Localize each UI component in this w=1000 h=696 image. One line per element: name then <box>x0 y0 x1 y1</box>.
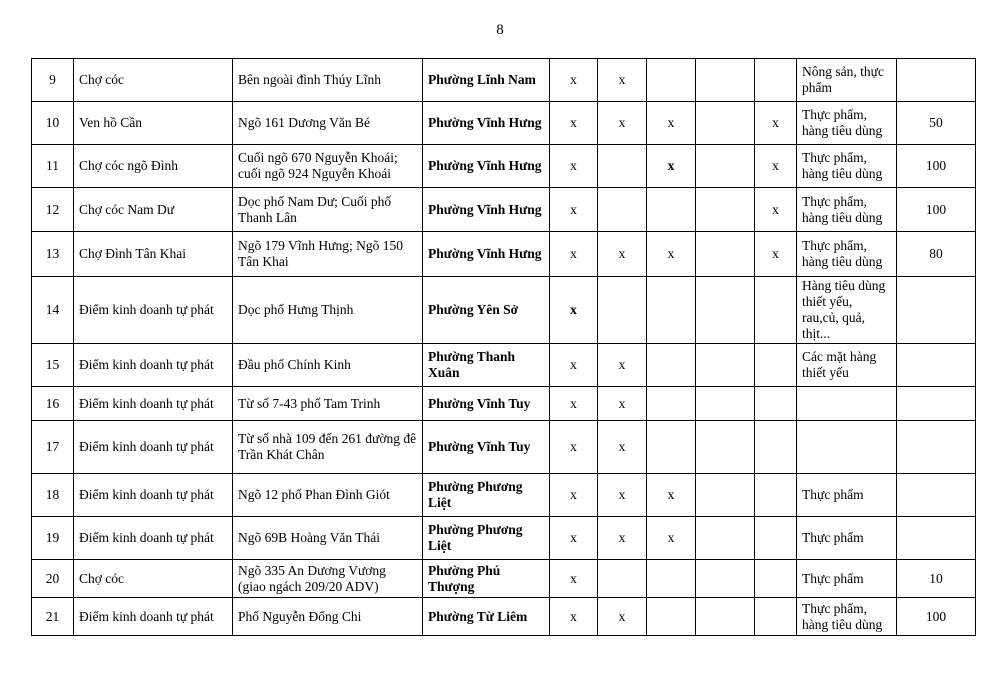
row-number: 19 <box>32 517 74 560</box>
capacity-value: 100 <box>897 145 976 188</box>
goods-type <box>797 387 897 421</box>
row-number: 16 <box>32 387 74 421</box>
market-name: Điểm kinh doanh tự phát <box>74 598 233 636</box>
mark-cell <box>696 277 755 344</box>
capacity-value <box>897 344 976 387</box>
goods-type: Thực phẩm <box>797 474 897 517</box>
table-row <box>32 474 976 517</box>
mark-cell <box>755 598 797 636</box>
row-number: 17 <box>32 421 74 474</box>
row-number: 13 <box>32 232 74 277</box>
goods-type: Thực phẩm <box>797 517 897 560</box>
table-row <box>32 59 976 102</box>
mark-cell <box>755 517 797 560</box>
mark-cell <box>696 232 755 277</box>
ward-name: Phường Lĩnh Nam <box>423 59 550 102</box>
mark-cell <box>598 145 647 188</box>
mark-cell <box>755 59 797 102</box>
capacity-value: 50 <box>897 102 976 145</box>
goods-type: Nông sản, thực phẩm <box>797 59 897 102</box>
mark-cell <box>696 598 755 636</box>
mark-cell <box>647 277 696 344</box>
mark-cell: x <box>550 188 598 232</box>
ward-name: Phường Vĩnh Hưng <box>423 145 550 188</box>
market-name: Điểm kinh doanh tự phát <box>74 387 233 421</box>
goods-type <box>797 421 897 474</box>
market-name: Ven hồ Cần <box>74 102 233 145</box>
mark-cell: x <box>550 277 598 344</box>
mark-cell <box>647 421 696 474</box>
ward-name: Phường Từ Liêm <box>423 598 550 636</box>
row-number: 10 <box>32 102 74 145</box>
mark-cell: x <box>755 232 797 277</box>
capacity-value <box>897 277 976 344</box>
table-row <box>32 517 976 560</box>
mark-cell: x <box>598 421 647 474</box>
mark-cell <box>696 102 755 145</box>
goods-type: Thực phẩm, hàng tiêu dùng <box>797 102 897 145</box>
goods-type: Thực phẩm, hàng tiêu dùng <box>797 598 897 636</box>
mark-cell: x <box>647 232 696 277</box>
ward-name: Phường Phương Liệt <box>423 517 550 560</box>
market-name: Chợ cóc ngõ Đình <box>74 145 233 188</box>
row-number: 21 <box>32 598 74 636</box>
mark-cell: x <box>598 474 647 517</box>
ward-name: Phường Yên Sở <box>423 277 550 344</box>
market-name: Điểm kinh doanh tự phát <box>74 474 233 517</box>
capacity-value: 100 <box>897 598 976 636</box>
mark-cell <box>696 387 755 421</box>
mark-cell: x <box>598 387 647 421</box>
ward-name: Phường Vĩnh Hưng <box>423 188 550 232</box>
table-row <box>32 598 976 636</box>
mark-cell <box>755 474 797 517</box>
mark-cell <box>647 387 696 421</box>
table-row <box>32 560 976 598</box>
mark-cell: x <box>550 474 598 517</box>
mark-cell <box>755 344 797 387</box>
mark-cell <box>647 598 696 636</box>
mark-cell: x <box>598 59 647 102</box>
mark-cell <box>647 344 696 387</box>
market-address: Phố Nguyễn Đổng Chi <box>233 598 423 636</box>
mark-cell: x <box>550 387 598 421</box>
market-address: Ngõ 179 Vĩnh Hưng; Ngõ 150 Tân Khai <box>233 232 423 277</box>
market-name: Điểm kinh doanh tự phát <box>74 344 233 387</box>
mark-cell <box>647 59 696 102</box>
ward-name: Phường Vĩnh Tuy <box>423 421 550 474</box>
ward-name: Phường Phú Thượng <box>423 560 550 598</box>
mark-cell: x <box>550 102 598 145</box>
market-address: Dọc phố Hưng Thịnh <box>233 277 423 344</box>
goods-type: Hàng tiêu dùng thiết yếu, rau,củ, quả, thịt... <box>797 277 897 344</box>
row-number: 18 <box>32 474 74 517</box>
market-name: Chợ cóc Nam Dư <box>74 188 233 232</box>
market-address: Ngõ 69B Hoàng Văn Thái <box>233 517 423 560</box>
mark-cell <box>598 277 647 344</box>
capacity-value <box>897 421 976 474</box>
row-number: 12 <box>32 188 74 232</box>
market-name: Điểm kinh doanh tự phát <box>74 517 233 560</box>
market-table <box>31 58 976 636</box>
mark-cell <box>696 59 755 102</box>
page-number: 8 <box>496 22 504 38</box>
market-address: Bên ngoài đình Thúy Lĩnh <box>233 59 423 102</box>
table-row <box>32 145 976 188</box>
table-row <box>32 232 976 277</box>
mark-cell <box>755 387 797 421</box>
capacity-value <box>897 474 976 517</box>
goods-type: Thực phẩm, hàng tiêu dùng <box>797 188 897 232</box>
row-number: 14 <box>32 277 74 344</box>
mark-cell <box>696 560 755 598</box>
market-address: Đầu phố Chính Kinh <box>233 344 423 387</box>
goods-type: Thực phẩm, hàng tiêu dùng <box>797 232 897 277</box>
table-row <box>32 188 976 232</box>
ward-name: Phường Vĩnh Hưng <box>423 232 550 277</box>
mark-cell <box>647 560 696 598</box>
market-address: Ngõ 335 An Dương Vương (giao ngách 209/20 ADV) <box>233 560 423 598</box>
mark-cell: x <box>550 145 598 188</box>
market-address: Ngõ 161 Dương Văn Bé <box>233 102 423 145</box>
capacity-value: 10 <box>897 560 976 598</box>
ward-name: Phường Thanh Xuân <box>423 344 550 387</box>
mark-cell <box>696 145 755 188</box>
row-number: 9 <box>32 59 74 102</box>
mark-cell: x <box>550 232 598 277</box>
capacity-value: 80 <box>897 232 976 277</box>
mark-cell: x <box>598 598 647 636</box>
table-row <box>32 277 976 344</box>
ward-name: Phường Vĩnh Tuy <box>423 387 550 421</box>
mark-cell <box>755 560 797 598</box>
mark-cell: x <box>550 59 598 102</box>
market-address: Ngõ 12 phố Phan Đình Giót <box>233 474 423 517</box>
ward-name: Phường Phương Liệt <box>423 474 550 517</box>
mark-cell <box>696 517 755 560</box>
mark-cell: x <box>755 145 797 188</box>
table-row <box>32 387 976 421</box>
row-number: 11 <box>32 145 74 188</box>
capacity-value <box>897 387 976 421</box>
mark-cell: x <box>550 421 598 474</box>
market-address: Từ số nhà 109 đến 261 đường đê Trần Khát Chân <box>233 421 423 474</box>
mark-cell <box>696 344 755 387</box>
mark-cell: x <box>647 517 696 560</box>
mark-cell <box>755 421 797 474</box>
market-name: Chợ Đình Tân Khai <box>74 232 233 277</box>
mark-cell <box>696 188 755 232</box>
mark-cell: x <box>598 344 647 387</box>
row-number: 20 <box>32 560 74 598</box>
mark-cell: x <box>647 474 696 517</box>
mark-cell <box>696 474 755 517</box>
mark-cell <box>598 560 647 598</box>
market-address: Từ số 7-43 phố Tam Trinh <box>233 387 423 421</box>
mark-cell <box>647 188 696 232</box>
mark-cell: x <box>755 102 797 145</box>
mark-cell: x <box>550 517 598 560</box>
market-address: Cuối ngõ 670 Nguyễn Khoái; cuối ngõ 924 Nguyễn Khoái <box>233 145 423 188</box>
market-name: Chợ cóc <box>74 59 233 102</box>
market-address: Dọc phố Nam Dư; Cuối phố Thanh Lân <box>233 188 423 232</box>
mark-cell: x <box>598 232 647 277</box>
capacity-value <box>897 59 976 102</box>
row-number: 15 <box>32 344 74 387</box>
table-row <box>32 344 976 387</box>
mark-cell: x <box>647 102 696 145</box>
mark-cell: x <box>755 188 797 232</box>
mark-cell: x <box>598 102 647 145</box>
mark-cell: x <box>550 560 598 598</box>
capacity-value: 100 <box>897 188 976 232</box>
goods-type: Các mặt hàng thiết yếu <box>797 344 897 387</box>
market-name: Chợ cóc <box>74 560 233 598</box>
market-name: Điểm kinh doanh tự phát <box>74 421 233 474</box>
mark-cell: x <box>550 344 598 387</box>
mark-cell: x <box>550 598 598 636</box>
market-name: Điểm kinh doanh tự phát <box>74 277 233 344</box>
goods-type: Thực phẩm <box>797 560 897 598</box>
mark-cell <box>598 188 647 232</box>
table-row <box>32 421 976 474</box>
mark-cell <box>696 421 755 474</box>
mark-cell: x <box>598 517 647 560</box>
goods-type: Thực phẩm, hàng tiêu dùng <box>797 145 897 188</box>
table-row <box>32 102 976 145</box>
mark-cell <box>755 277 797 344</box>
ward-name: Phường Vĩnh Hưng <box>423 102 550 145</box>
capacity-value <box>897 517 976 560</box>
mark-cell: x <box>647 145 696 188</box>
